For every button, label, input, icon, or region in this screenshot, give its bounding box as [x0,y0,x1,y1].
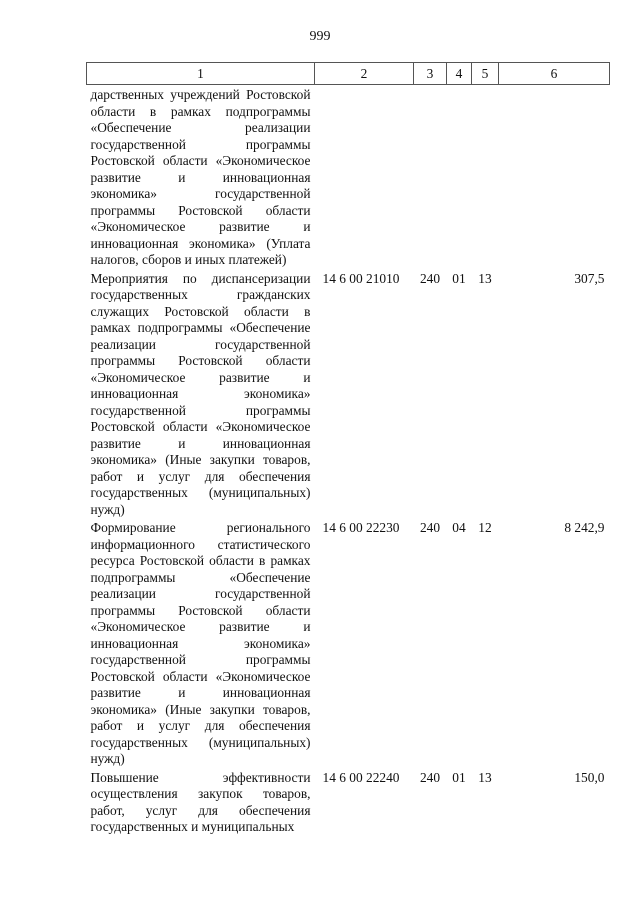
row-rz: 04 [452,520,466,535]
row-code: 14 6 00 22230 [322,520,400,535]
page-number: 999 [309,29,331,44]
row-vr [414,85,447,269]
row-amount: 8 242,9 [564,520,605,535]
row-rz: 01 [452,270,466,286]
budget-table [86,62,610,836]
column-header-amount: 6 [499,63,610,85]
table-row [87,85,610,269]
row-code: 14 6 00 21010 [322,270,400,286]
row-rz [447,85,472,269]
row-pr: 13 [478,270,492,286]
row-vr: 240 [419,520,441,535]
row-name: Мероприятия по диспансеризации государственных гражданских служащих Ростовской области в рамках подпрограммы «Обеспечение реализации государственной программы Ростовской области «Экономическое развитие и инновационная экономика» государственной программы Ростовской области «Экономическое развитие и инновационная экономика» (Иные закупки товаров, работ и услуг для обеспечения государственных (муниципальных) нужд) [90,270,311,517]
row-name: Формирование регионального информационного статистического ресурса Ростовской области в рамках подпрограммы «Обеспечение реализации государственной программы Ростовской области «Экономическое развитие и инновационная экономика» государственной программы Ростовской области «Экономическое развитие и инновационная экономика» (Иные закупки товаров, работ и услуг для обеспечения государственных (муниципальных) нужд) [90,520,311,766]
column-header-rz: 4 [447,63,472,85]
row-vr: 240 [419,769,441,785]
column-header-pr: 5 [472,63,499,85]
row-code [315,85,414,269]
row-rz: 01 [452,769,466,785]
row-name: дарственных учреждений Ростовской области в рамках подпрограммы «Обеспечение реализации государственной программы Ростовской области «Экономическое развитие и инновационная экономика» государственной программы Ростовской области «Экономическое развитие и инновационная экономика» (Уплата налогов, сборов и иных платежей) [90,87,311,267]
column-header-name: 1 [87,63,315,85]
table-row [87,518,610,768]
row-amount [499,85,610,269]
table-row [87,269,610,519]
row-pr: 13 [478,769,492,785]
row-name: Повышение эффективности осуществления закупок товаров, работ, услуг для обеспечения государственных и муниципальных [90,769,311,834]
column-header-code: 2 [315,63,414,85]
row-amount: 307,5 [574,270,605,286]
table-row [87,768,610,836]
table-header-row [87,63,610,85]
row-pr [472,85,499,269]
row-code: 14 6 00 22240 [322,769,400,785]
row-amount: 150,0 [574,769,605,785]
row-pr: 12 [478,520,492,535]
row-vr: 240 [419,270,441,286]
column-header-vr: 3 [414,63,447,85]
